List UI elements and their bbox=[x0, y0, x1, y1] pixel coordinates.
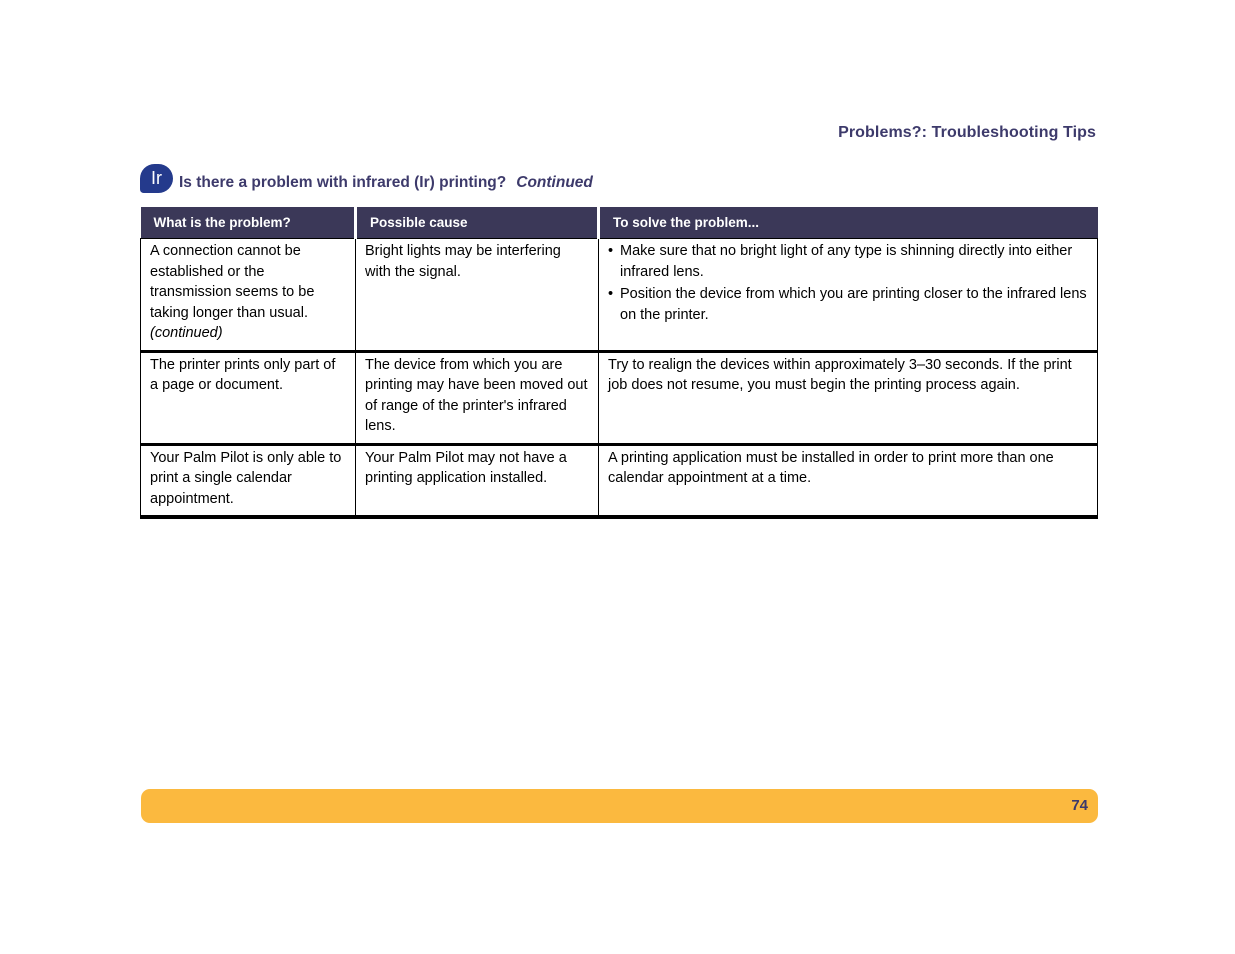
solution-text: Try to realign the devices within approximately 3–30 seconds. If the print job does not resume, you must begin the printing process again. bbox=[608, 356, 1072, 393]
problem-continued: (continued) bbox=[150, 325, 223, 341]
cause-text: The device from which you are printing may have been moved out of range of the printer's infrared lens. bbox=[365, 356, 588, 434]
column-header-cause: Possible cause bbox=[356, 207, 599, 239]
table-row bbox=[141, 351, 1098, 444]
table-row bbox=[141, 239, 1098, 352]
problem-cell bbox=[141, 239, 356, 352]
problem-text: The printer prints only part of a page or document. bbox=[150, 356, 336, 393]
footer-bar bbox=[141, 789, 1098, 823]
cause-cell bbox=[356, 351, 599, 444]
problem-text: Your Palm Pilot is only able to print a single calendar appointment. bbox=[150, 449, 342, 507]
section-heading-text: Is there a problem with infrared (Ir) printing? bbox=[179, 174, 507, 191]
table-row bbox=[141, 444, 1098, 517]
solution-cell bbox=[599, 444, 1098, 517]
section-heading-continued: Continued bbox=[516, 174, 593, 191]
cause-text: Your Palm Pilot may not have a printing application installed. bbox=[365, 449, 567, 486]
problem-cell bbox=[141, 444, 356, 517]
cause-cell bbox=[356, 239, 599, 352]
solution-bullet: • Position the device from which you are printing closer to the infrared lens on the printer. bbox=[608, 284, 1089, 325]
solution-cell bbox=[599, 351, 1098, 444]
cause-text: Bright lights may be interfering with the signal. bbox=[365, 243, 561, 280]
problem-text: A connection cannot be established or the transmission seems to be taking longer than usual. bbox=[150, 243, 315, 321]
solution-list bbox=[608, 241, 1089, 325]
problem-cell bbox=[141, 351, 356, 444]
solution-cell bbox=[599, 239, 1098, 352]
infrared-badge-icon: Ir bbox=[140, 164, 173, 193]
solution-bullet: • Make sure that no bright light of any type is shinning directly into either infrared lens. bbox=[608, 241, 1089, 282]
section-title bbox=[140, 164, 593, 193]
page-number: 74 bbox=[1071, 797, 1088, 814]
column-header-problem: What is the problem? bbox=[141, 207, 356, 239]
troubleshooting-table bbox=[140, 207, 1098, 519]
solution-text: A printing application must be installed in order to print more than one calendar appointment at a time. bbox=[608, 449, 1054, 486]
cause-cell bbox=[356, 444, 599, 517]
running-head: Problems?: Troubleshooting Tips bbox=[838, 124, 1096, 141]
section-heading bbox=[179, 174, 593, 193]
column-header-solution: To solve the problem... bbox=[599, 207, 1098, 239]
table-header-row bbox=[141, 207, 1098, 239]
